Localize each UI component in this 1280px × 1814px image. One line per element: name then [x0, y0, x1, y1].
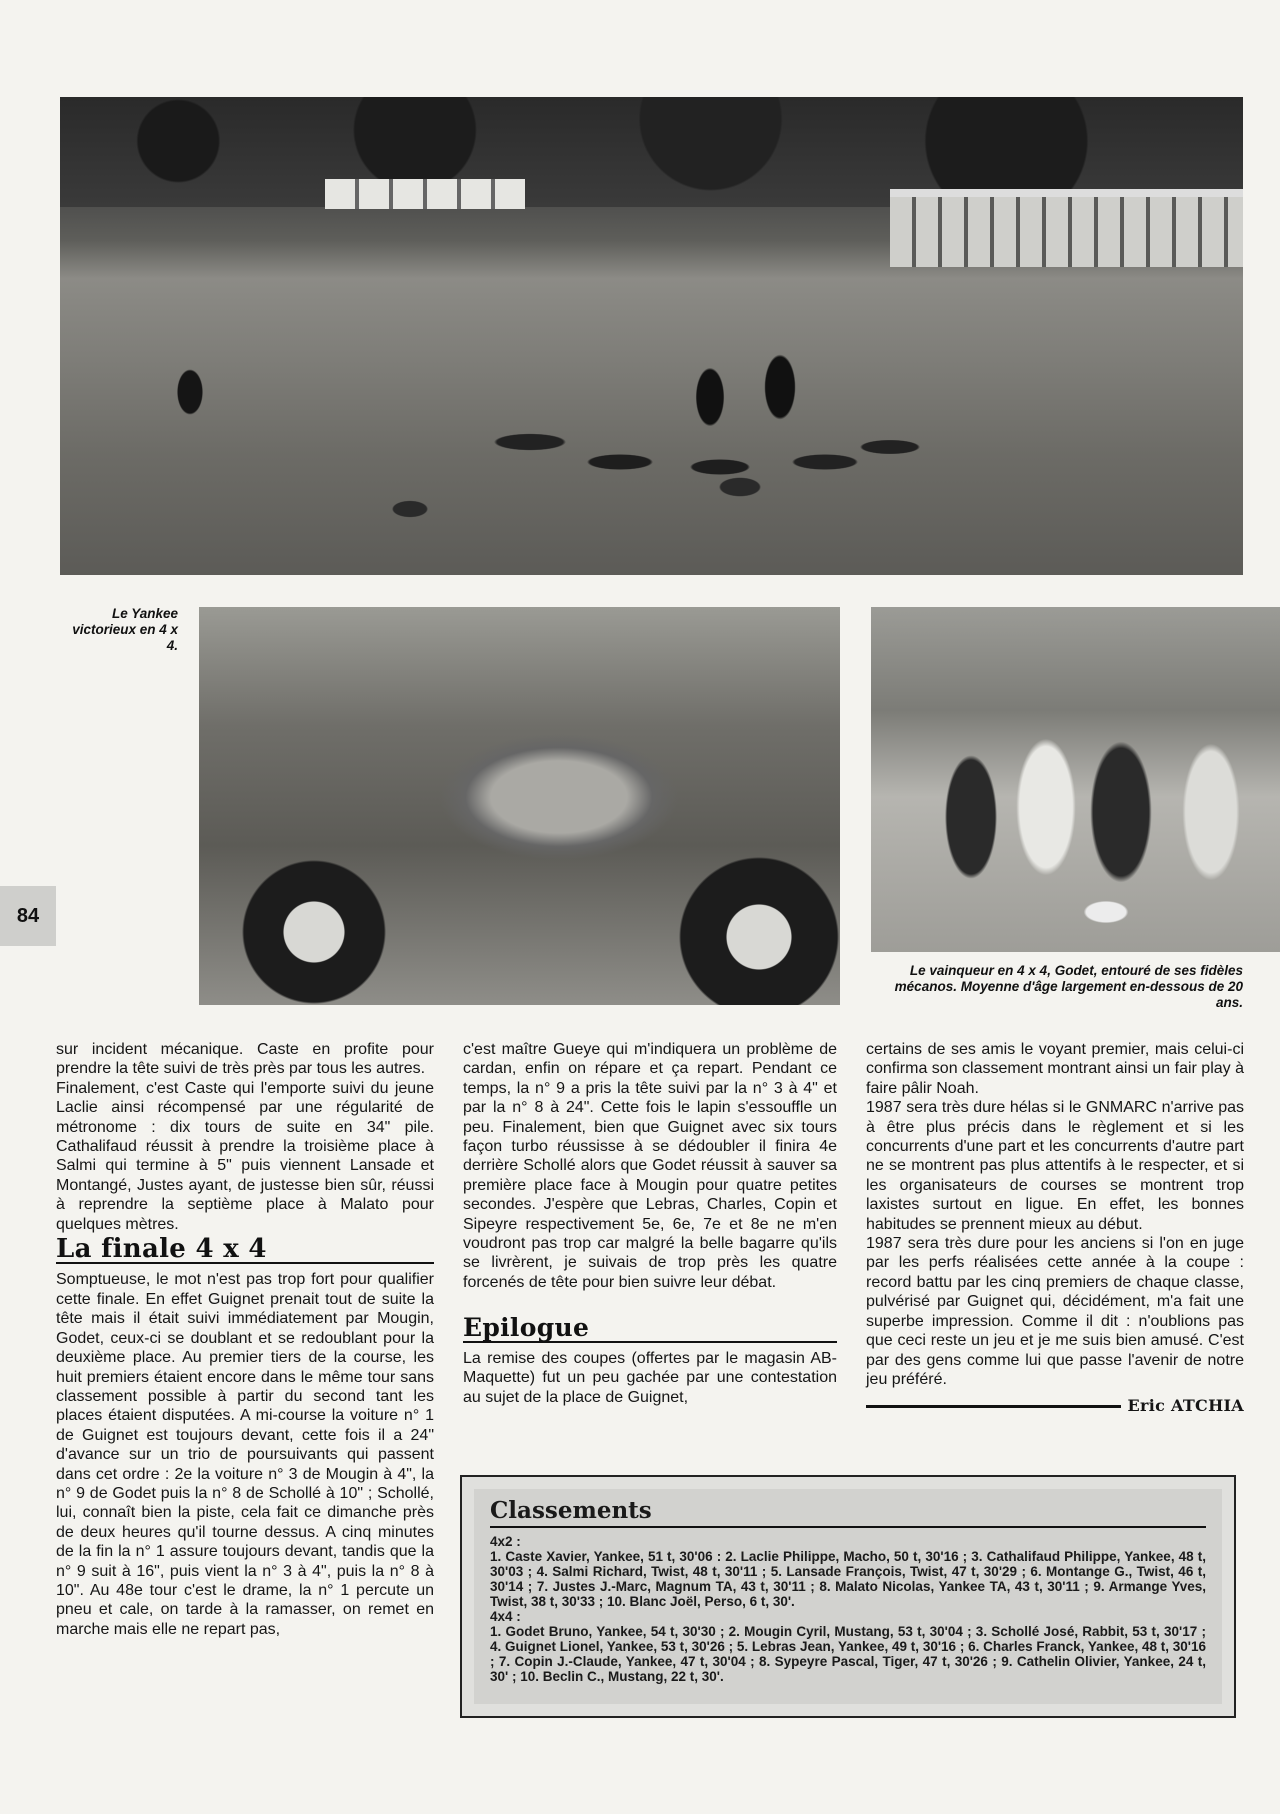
paragraph: Finalement, c'est Caste qui l'emporte suivi du jeune Laclie ainsi récompensé par une régularité de métronome : dix tours de suite en 34" pile. Cathalifaud réussit à prendre la troisième place à Salmi qui termine à 5" puis viennent Lansade et Montangé, Justes ayant, de justesse bien sûr, réussi à reprendre la septième place à Malato pour quelques mètres.	[56, 1079, 434, 1233]
article-column-3	[866, 1040, 1244, 1416]
paragraph: 1987 sera très dure pour les anciens si l'on en juge par les perfs réalisées cette année à la coupe : record battu par les cinq premiers de chaque classe, pulvérisé par Guignet qui, décidément, m'a fait une superbe impression. Comme il dit : n'oublions pas que ceci reste un jeu et je me suis bien amusé. C'est par des gens comme lui que passe l'avenir de notre jeu préféré.	[866, 1235, 1244, 1388]
article-column-1	[56, 1040, 434, 1639]
paragraph: certains de ses amis le voyant premier, mais celui-ci confirma son classement montrant ainsi un fair play à faire pâlir Noah.	[866, 1041, 1244, 1097]
caption-group: Le vainqueur en 4 x 4, Godet, entouré de ses fidèles mécanos. Moyenne d'âge largement en-dessous de 20 ans.	[894, 963, 1243, 1010]
results-inner	[474, 1489, 1222, 1704]
section-heading-finale: La finale 4 x 4	[56, 1240, 434, 1264]
caption-car: Le Yankee victorieux en 4 x 4.	[72, 606, 178, 653]
signature-rule	[866, 1405, 1121, 1408]
clubhouse-building	[890, 189, 1243, 267]
paragraph: 1987 sera très dure hélas si le GNMARC n'arrive pas à être plus précis dans le règlement et si les concurrents d'une part et les concurrents d'autre part ne se montrent pas plus attentifs à le respecter, et si les organisateurs de courses se montrent trop laxistes surtout en ligue. En effet, les bonnes habitudes se prennent mieux au début.	[866, 1099, 1244, 1233]
paragraph: Somptueuse, le mot n'est pas trop fort pour qualifier cette finale. En effet Guignet prenait tout de suite la tête mais il était suivi immédiatement par Mougin, Godet, ceux-ci se doublant et se redoublant pour la deuxième place. Au premier tiers de la course, les huit premiers étaient encore dans le même tour sans classement possible à partir du second tant les places étaient disputées. A mi-course la voiture n° 1 de Guignet est toujours devant, cette fois il a 24" d'avance sur un trio de poursuivants qui passent dans cet ordre : 2e la voiture n° 3 de Mougin à 4", la n° 9 de Godet puis la n° 8 de Schollé à 10" ; Schollé, lui, connaît bien la piste, cela fait ce dimanche près de deux heures qu'il tourne dessus. A cinq minutes de la fin la n° 1 assure toujours devant, tandis que la n° 9 suit à 16", puis vient la n° 3 à 4", puis la n° 8 à 10". Au 48e tour c'est le drame, la n° 1 percute un pneu et cale, on tarde à la ramasser, on remet en marche mais elle ne repart pas,	[56, 1271, 434, 1638]
author-signature	[866, 1396, 1244, 1415]
race-stand	[325, 179, 525, 209]
paragraph: La remise des coupes (offertes par le magasin AB-Maquette) fut un peu gachée par une contestation au sujet de la place de Guignet,	[463, 1349, 837, 1406]
author-name: Eric ATCHIA	[1127, 1396, 1244, 1416]
results-4x4: 1. Godet Bruno, Yankee, 54 t, 30'30 ; 2. Mougin Cyril, Mustang, 53 t, 30'04 ; 3. Schollé José, Rabbit, 53 t, 30'17 ; 4. Guignet Lionel, Yankee, 53 t, 30'26 ; 5. Lebras Jean, Yankee, 49 t, 30'16 ; 6. Charles Franck, Yankee, 48 t, 30'16 ; 7. Copin J.-Claude, Yankee, 47 t, 30'04 ; 8. Sypeyre Pascal, Tiger, 47 t, 30'26 ; 9. Cathelin Olivier, Yankee, 24 t, 30' ; 10. Beclin C., Mustang, 22 t, 30'.	[490, 1624, 1206, 1684]
paragraph: sur incident mécanique. Caste en profite pour prendre la tête suivi de très près par tous les autres.	[56, 1041, 434, 1078]
section-heading-epilogue: Epilogue	[463, 1318, 837, 1342]
winner-group-photo	[871, 607, 1280, 952]
category-4x4: 4x4 :	[490, 1609, 521, 1624]
category-4x2: 4x2 :	[490, 1534, 521, 1549]
yankee-car-photo	[199, 607, 840, 1005]
results-box	[460, 1475, 1236, 1718]
results-title: Classements	[490, 1497, 1206, 1528]
article-column-2	[463, 1040, 837, 1407]
results-4x2: 1. Caste Xavier, Yankee, 51 t, 30'06 : 2. Laclie Philippe, Macho, 50 t, 30'16 ; 3. Cathalifaud Philippe, Yankee, 48 t, 30'03 ; 4. Salmi Richard, Twist, 48 t, 30'11 ; 5. Lansade François, Twist, 47 t, 30'29 ; 6. Montange G., Twist, 46 t, 30'14 ; 7. Justes J.-Marc, Magnum TA, 43 t, 30'11 ; 8. Malato Nicolas, Yankee TA, 43 t, 30'11 ; 9. Armange Yves, Twist, 38 t, 30'33 ; 10. Blanc Joël, Perso, 6 t, 30'.	[490, 1549, 1206, 1609]
race-track-photo	[60, 97, 1243, 575]
page-number: 84	[0, 886, 56, 946]
paragraph: c'est maître Gueye qui m'indiquera un problème de cardan, enfin on répare et ça repart. Pendant ce temps, la n° 9 a pris la tête suivi par la n° 3 à 4" et par la n° 8 à 24". Cette fois le lapin s'essouffle un peu. Finalement, bien que Guignet avec six tours façon turbo réussisse à se dédoubler il finira 4e derrière Schollé alors que Godet réussit à sauver sa première place face à Mougin pour quatre petites secondes. J'espère que Lebras, Charles, Copin et Sipeyre respectivement 5e, 6e, 7e et 8e ne m'en voudront pas trop car malgré la belle bagarre qu'ils se livrèrent, je suivais de trop près les quatre forcenés de tête pour bien suivre leur débat.	[463, 1041, 837, 1291]
